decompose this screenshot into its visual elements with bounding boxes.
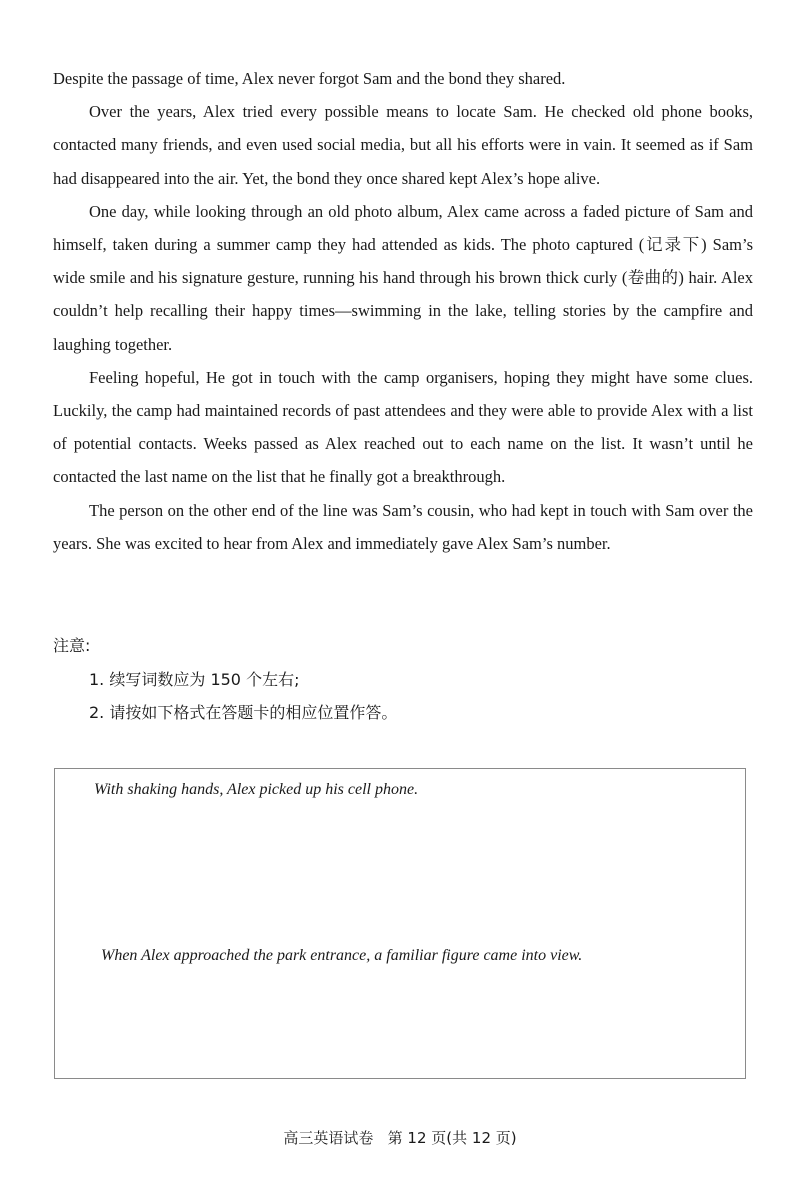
story-paragraph-1: Despite the passage of time, Alex never forgot Sam and the bond they shared. xyxy=(53,69,566,88)
story-paragraph-3: One day, while looking through an old photo album, Alex came across a faded picture of Sam and himself, taken during a summer camp they had attended as kids. The photo captured (记录下) Sam’s wide smile and his signature gesture, running his hand through his brown thick curly (卷曲的) hair. Alex couldn’t help recalling their happy times—swimming in the lake, telling stories by the campfire and laughing together. xyxy=(53,201,753,354)
story-paragraph-5: The person on the other end of the line was Sam’s cousin, who had kept in touch with Sam over the years. She was excited to hear from Alex and immediately gave Alex Sam’s number. xyxy=(53,500,753,553)
instructions-heading: 注意: xyxy=(53,636,91,655)
instructions xyxy=(53,629,753,730)
instruction-item-1: 1. 续写词数应为 150 个左右; xyxy=(89,669,300,689)
instruction-item-2: 2. 请按如下格式在答题卡的相应位置作答。 xyxy=(89,703,398,722)
answer-box xyxy=(54,768,746,1079)
story-paragraph-2: Over the years, Alex tried every possible means to locate Sam. He checked old phone books, contacted many friends, and even used social media, but all his efforts were in vain. It seemed as if Sam had disappeared into the air. Yet, the bond they once shared kept Alex’s hope alive. xyxy=(53,102,753,188)
continuation-prompt-2: When Alex approached the park entrance, a familiar figure came into view. xyxy=(101,947,583,964)
story-text xyxy=(53,62,753,560)
continuation-prompt-1: With shaking hands, Alex picked up his cell phone. xyxy=(94,781,419,798)
story-paragraph-4: Feeling hopeful, He got in touch with the camp organisers, hoping they might have some clues. Luckily, the camp had maintained records of past attendees and they were able to provide Alex with a list of potential contacts. Weeks passed as Alex reached out to each name on the list. It wasn’t until he contacted the last name on the list that he finally got a breakthrough. xyxy=(53,367,753,487)
page-footer: 高三英语试卷 第 12 页(共 12 页) xyxy=(283,1129,517,1147)
